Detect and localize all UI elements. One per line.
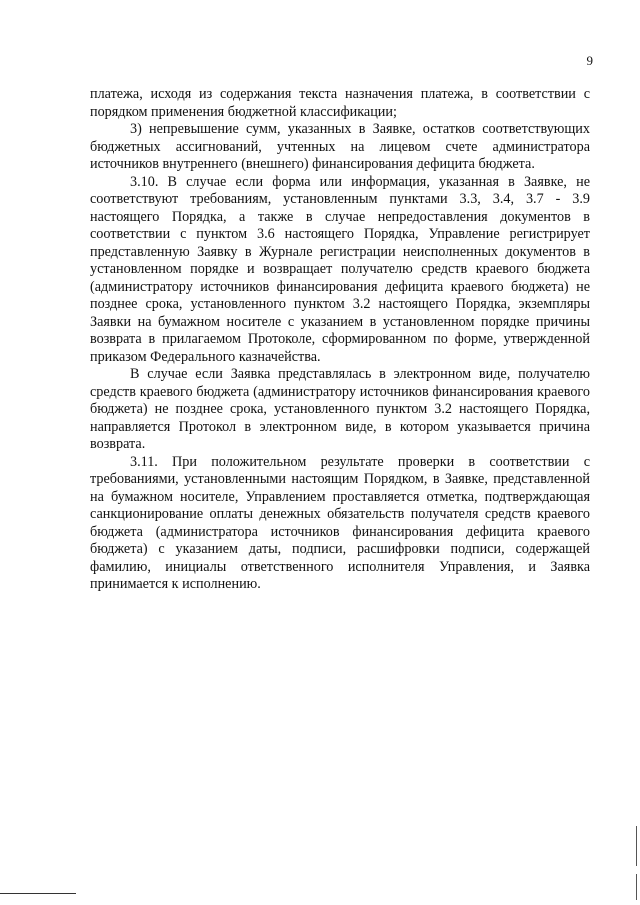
paragraph-clause-3-10: 3.10. В случае если форма или информация, указанная в Заявке, не соответствуют требованиям, установленным пунктами 3.3, 3.4, 3.7 - 3.9 настоящего Порядка, а также в случае непредоставления документов в соответствии с пунктом 3.6 настоящего Порядка, Управление регистрирует представленную Заявку в Журнале регистрации неисполненных документов в установленном порядке и возвращает получателю средств краевого бюджета (администратору источников финансирования дефицита краевого бюджета) не позднее срока, установленного пунктом 3.2 настоящего Порядка, экземпляры Заявки на бумажном носителе с указанием в установленном порядке причины возврата в прилагаемом Протоколе, сформированном по форме, утвержденной приказом Федерального казначейства. xyxy=(90,173,590,365)
scan-edge-mark xyxy=(636,826,637,866)
scan-edge-mark xyxy=(636,874,637,900)
paragraph-clause-3-11: 3.11. При положительном результате проверки в соответствии с требованиями, установленными настоящим Порядком, в Заявке, представленной на бумажном носителе, Управлением проставляется отметка, подтверждающая санкционирование оплаты денежных обязательств получателя средств краевого бюджета (администратора источников финансирования дефицита краевого бюджета) с указанием даты, подписи, расшифровки подписи, содержащей фамилию, инициалы ответственного исполнителя Управления, и Заявка принимается к исполнению. xyxy=(90,453,590,592)
page-number: 9 xyxy=(586,53,593,68)
paragraph-electronic-return: В случае если Заявка представлялась в электронном виде, получателю средств краевого бюджета (администратору источников финансирования краевого бюджета) не позднее срока, установленного пунктом 3.2 настоящего Порядка, направляется Протокол в электронном виде, в котором указывается причина возврата. xyxy=(90,366,590,452)
paragraph-continuation: платежа, исходя из содержания текста назначения платежа, в соответствии с порядком применения бюджетной классификации; xyxy=(90,86,590,120)
document-body xyxy=(90,86,590,594)
paragraph-item-3: 3) непревышение сумм, указанных в Заявке, остатков соответствующих бюджетных ассигнований, учтенных на лицевом счете администратора источников внутреннего (внешнего) финансирования дефицита бюджета. xyxy=(90,121,590,172)
footer-rule xyxy=(0,893,76,894)
